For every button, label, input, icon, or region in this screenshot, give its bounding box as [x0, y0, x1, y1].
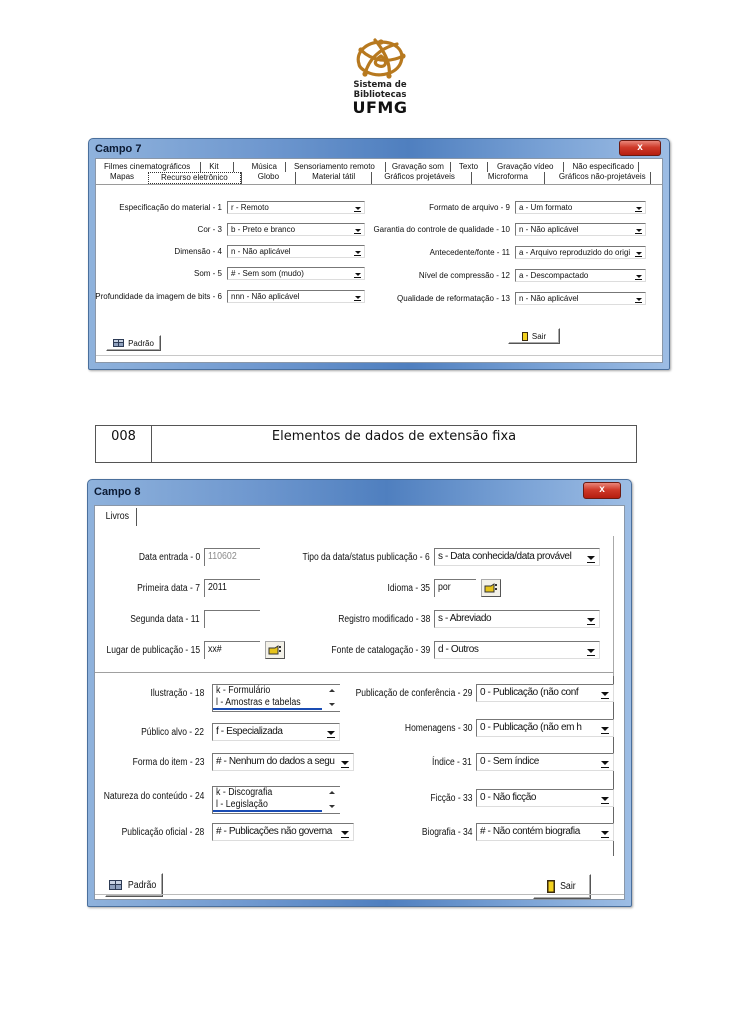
scroll-up-icon[interactable]: [329, 791, 335, 794]
label-ilustracao: Ilustração - 18: [150, 688, 204, 699]
logo-line-1: Sistema de: [353, 80, 407, 90]
campo7-window: [88, 138, 670, 370]
label-primeira-data: Primeira data - 7: [137, 583, 200, 594]
list-item[interactable]: l - Amostras e tabelas: [216, 697, 301, 708]
chevron-down-icon[interactable]: [597, 824, 613, 840]
scroll-up-icon[interactable]: [329, 689, 335, 692]
listbox-natureza-conteudo[interactable]: [212, 786, 340, 814]
label-registro-modificado: Registro modificado - 38: [337, 614, 430, 625]
label-reformatacao: Qualidade de reformatação - 13: [397, 294, 510, 303]
campo8-client-area: [94, 505, 625, 900]
input-lugar-publicacao[interactable]: xx#: [204, 641, 260, 659]
combo-cor[interactable]: b - Preto e branco: [227, 223, 365, 236]
label-idioma: Idioma - 35: [387, 583, 430, 594]
combo-publico-alvo[interactable]: f - Especializada: [212, 723, 340, 741]
label-especificacao: Especificação do material - 1: [119, 203, 222, 212]
label-dimensao: Dimensão - 4: [174, 247, 222, 256]
grid-icon: [109, 880, 122, 890]
campo7-tabs-row2: [110, 172, 651, 184]
label-indice: Índice - 31: [432, 757, 472, 768]
campo8-right-border-upper: [613, 536, 614, 686]
chevron-down-icon[interactable]: [583, 549, 599, 565]
tab-texto[interactable]: Texto: [451, 162, 488, 172]
label-cor: Cor - 3: [197, 225, 222, 234]
chevron-down-icon[interactable]: [583, 642, 599, 658]
close-icon: x: [637, 142, 643, 153]
exit-door-icon: [547, 880, 555, 893]
input-primeira-data[interactable]: 2011: [204, 579, 260, 597]
campo8-exit-button[interactable]: [533, 874, 591, 899]
tab-material-tatil[interactable]: Material tátil: [296, 172, 372, 184]
chevron-down-icon[interactable]: [583, 611, 599, 627]
combo-reformatacao[interactable]: n - Não aplicável: [515, 292, 646, 305]
label-profundidade: Profundidade da imagem de bits - 6: [95, 292, 222, 301]
combo-fonte-catalogacao[interactable]: d - Outros: [434, 641, 600, 659]
label-ficcao: Ficção - 33: [429, 793, 472, 804]
tab-globo[interactable]: Globo: [241, 172, 296, 184]
label-lugar-publicacao: Lugar de publicação - 15: [106, 645, 200, 656]
listbox-scrollbar[interactable]: [324, 685, 340, 711]
chevron-down-icon[interactable]: [597, 720, 613, 736]
input-segunda-data[interactable]: [204, 610, 260, 628]
combo-publicacao-oficial[interactable]: # - Publicações não governa: [212, 823, 354, 841]
tab-gravacao-video[interactable]: Gravação vídeo: [488, 162, 563, 172]
label-som: Som - 5: [193, 269, 222, 278]
combo-forma-item[interactable]: # - Nenhum do dados a segu: [212, 753, 354, 771]
selection-underline: [213, 810, 322, 812]
label-publico-alvo: Público alvo - 22: [141, 727, 204, 738]
combo-registro-modificado[interactable]: s - Abreviado: [434, 610, 600, 628]
combo-especificacao[interactable]: r - Remoto: [227, 201, 365, 214]
campo8-window: [87, 479, 632, 907]
tab-mapas[interactable]: Mapas: [110, 172, 135, 181]
tab-kit[interactable]: Kit: [201, 162, 233, 172]
label-fonte-catalogacao: Fonte de catalogação - 39: [331, 645, 430, 656]
field-code: 008: [96, 426, 152, 462]
chevron-down-icon[interactable]: [597, 754, 613, 770]
label-segunda-data: Segunda data - 11: [130, 614, 200, 625]
chevron-down-icon[interactable]: [351, 268, 364, 279]
combo-formato[interactable]: a - Um formato: [515, 201, 646, 214]
list-item[interactable]: k - Discografia: [216, 787, 273, 798]
listbox-ilustracao[interactable]: [212, 684, 340, 712]
campo8-bottom-separator: [95, 894, 624, 895]
combo-compressao[interactable]: a - Descompactado: [515, 269, 646, 282]
combo-homenagens[interactable]: 0 - Publicação (não em h: [476, 719, 614, 737]
exit-door-icon: [522, 332, 528, 341]
list-item[interactable]: k - Formulário: [216, 685, 271, 696]
field-heading-table: [95, 425, 637, 463]
label-homenagens: Homenagens - 30: [404, 723, 472, 734]
label-biografia: Biografia - 34: [421, 827, 472, 838]
hand-pointer-icon: [268, 645, 282, 655]
label-forma-item: Forma do item - 23: [132, 757, 204, 768]
lookup-idioma-button[interactable]: [481, 579, 501, 597]
tab-graficos-nao-projetaveis[interactable]: Gráficos não-projetáveis: [545, 172, 651, 184]
combo-publicacao-conferencia[interactable]: 0 - Publicação (não conf: [476, 684, 614, 702]
chevron-down-icon[interactable]: [597, 685, 613, 701]
grid-icon: [113, 339, 124, 347]
combo-antecedente[interactable]: a - Arquivo reproduzido do origi: [515, 246, 646, 259]
logo-line-3: UFMG: [352, 98, 408, 117]
listbox-scrollbar[interactable]: [324, 787, 340, 813]
campo7-tab-baseline: [96, 184, 662, 185]
list-item[interactable]: l - Legislação: [216, 799, 268, 810]
tab-sensoriamento[interactable]: Sensoriamento remoto: [286, 162, 386, 172]
chevron-down-icon[interactable]: [632, 224, 645, 235]
label-formato: Formato de arquivo - 9: [429, 203, 510, 212]
combo-dimensao[interactable]: n - Não aplicável: [227, 245, 365, 258]
lookup-lugar-button[interactable]: [265, 641, 285, 659]
chevron-down-icon[interactable]: [632, 247, 645, 258]
campo7-close-button[interactable]: [619, 140, 661, 156]
logo-line-2: Bibliotecas: [353, 90, 407, 100]
combo-tipo-data[interactable]: s - Data conhecida/data provável: [434, 548, 600, 566]
campo7-exit-label: Sair: [531, 331, 547, 341]
combo-som[interactable]: # - Sem som (mudo): [227, 267, 365, 280]
campo8-title: Campo 8: [94, 486, 141, 498]
chevron-down-icon[interactable]: [337, 824, 353, 840]
input-data-entrada[interactable]: 110602: [204, 548, 260, 566]
logo-knot-icon: [351, 34, 409, 80]
campo7-default-label: Padrão: [128, 338, 154, 348]
campo8-default-label: Padrão: [128, 879, 157, 891]
combo-garantia[interactable]: n - Não aplicável: [515, 223, 646, 236]
combo-ficcao[interactable]: 0 - Não ficção: [476, 789, 614, 807]
campo8-exit-label: Sair: [560, 881, 576, 892]
campo7-title: Campo 7: [95, 143, 142, 155]
campo8-section-separator: [95, 672, 614, 673]
campo8-titlebar[interactable]: [88, 480, 631, 502]
input-idioma[interactable]: por: [434, 579, 476, 597]
label-publicacao-conferencia: Publicação de conferência - 29: [355, 688, 472, 699]
tab-livros[interactable]: Livros: [99, 508, 137, 526]
label-garantia: Garantia do controle de qualidade - 10: [373, 225, 510, 234]
scroll-down-icon[interactable]: [329, 805, 335, 808]
selection-underline: [213, 708, 322, 710]
combo-profundidade[interactable]: nnn - Não aplicável: [227, 290, 365, 303]
field-title: Elementos de dados de extensão fixa: [271, 429, 517, 444]
tab-graficos-projetaveis[interactable]: Gráficos projetáveis: [372, 172, 472, 184]
label-publicacao-oficial: Publicação oficial - 28: [121, 827, 204, 838]
chevron-down-icon[interactable]: [632, 202, 645, 213]
scroll-down-icon[interactable]: [329, 703, 335, 706]
chevron-down-icon[interactable]: [351, 224, 364, 235]
tab-microforma[interactable]: Microforma: [472, 172, 545, 184]
label-data-entrada: Data entrada - 0: [138, 552, 200, 563]
label-antecedente: Antecedente/fonte - 11: [429, 248, 510, 257]
campo7-exit-button[interactable]: [508, 328, 560, 344]
close-icon: x: [599, 484, 605, 495]
chevron-down-icon[interactable]: [632, 293, 645, 304]
combo-biografia[interactable]: # - Não contém biografia: [476, 823, 614, 841]
chevron-down-icon[interactable]: [632, 270, 645, 281]
chevron-down-icon[interactable]: [597, 790, 613, 806]
chevron-down-icon[interactable]: [351, 246, 364, 257]
chevron-down-icon[interactable]: [337, 754, 353, 770]
chevron-down-icon[interactable]: [323, 724, 339, 740]
combo-indice[interactable]: 0 - Sem índice: [476, 753, 614, 771]
campo7-bottom-separator: [96, 355, 662, 356]
label-natureza-conteudo: Natureza do conteúdo - 24: [103, 791, 204, 802]
label-compressao: Nível de compressão - 12: [418, 271, 510, 280]
tab-musica[interactable]: Música: [234, 162, 286, 172]
chevron-down-icon[interactable]: [351, 291, 364, 302]
chevron-down-icon[interactable]: [351, 202, 364, 213]
campo7-client-area: [95, 158, 663, 363]
ufmg-library-logo: [340, 34, 420, 116]
tab-gravacao-som[interactable]: Gravação som: [386, 162, 451, 172]
campo8-close-button[interactable]: [583, 482, 621, 499]
label-tipo-data: Tipo da data/status publicação - 6: [302, 552, 430, 563]
tab-nao-especificado[interactable]: Não especificado: [564, 162, 639, 172]
hand-pointer-icon: [484, 583, 498, 593]
campo7-default-button[interactable]: [106, 335, 161, 351]
tab-filmes[interactable]: Filmes cinematográficos: [98, 162, 201, 172]
campo7-tabs-row1: [98, 162, 639, 172]
tab-recurso-eletronico[interactable]: Recurso eletrônico: [148, 172, 241, 184]
